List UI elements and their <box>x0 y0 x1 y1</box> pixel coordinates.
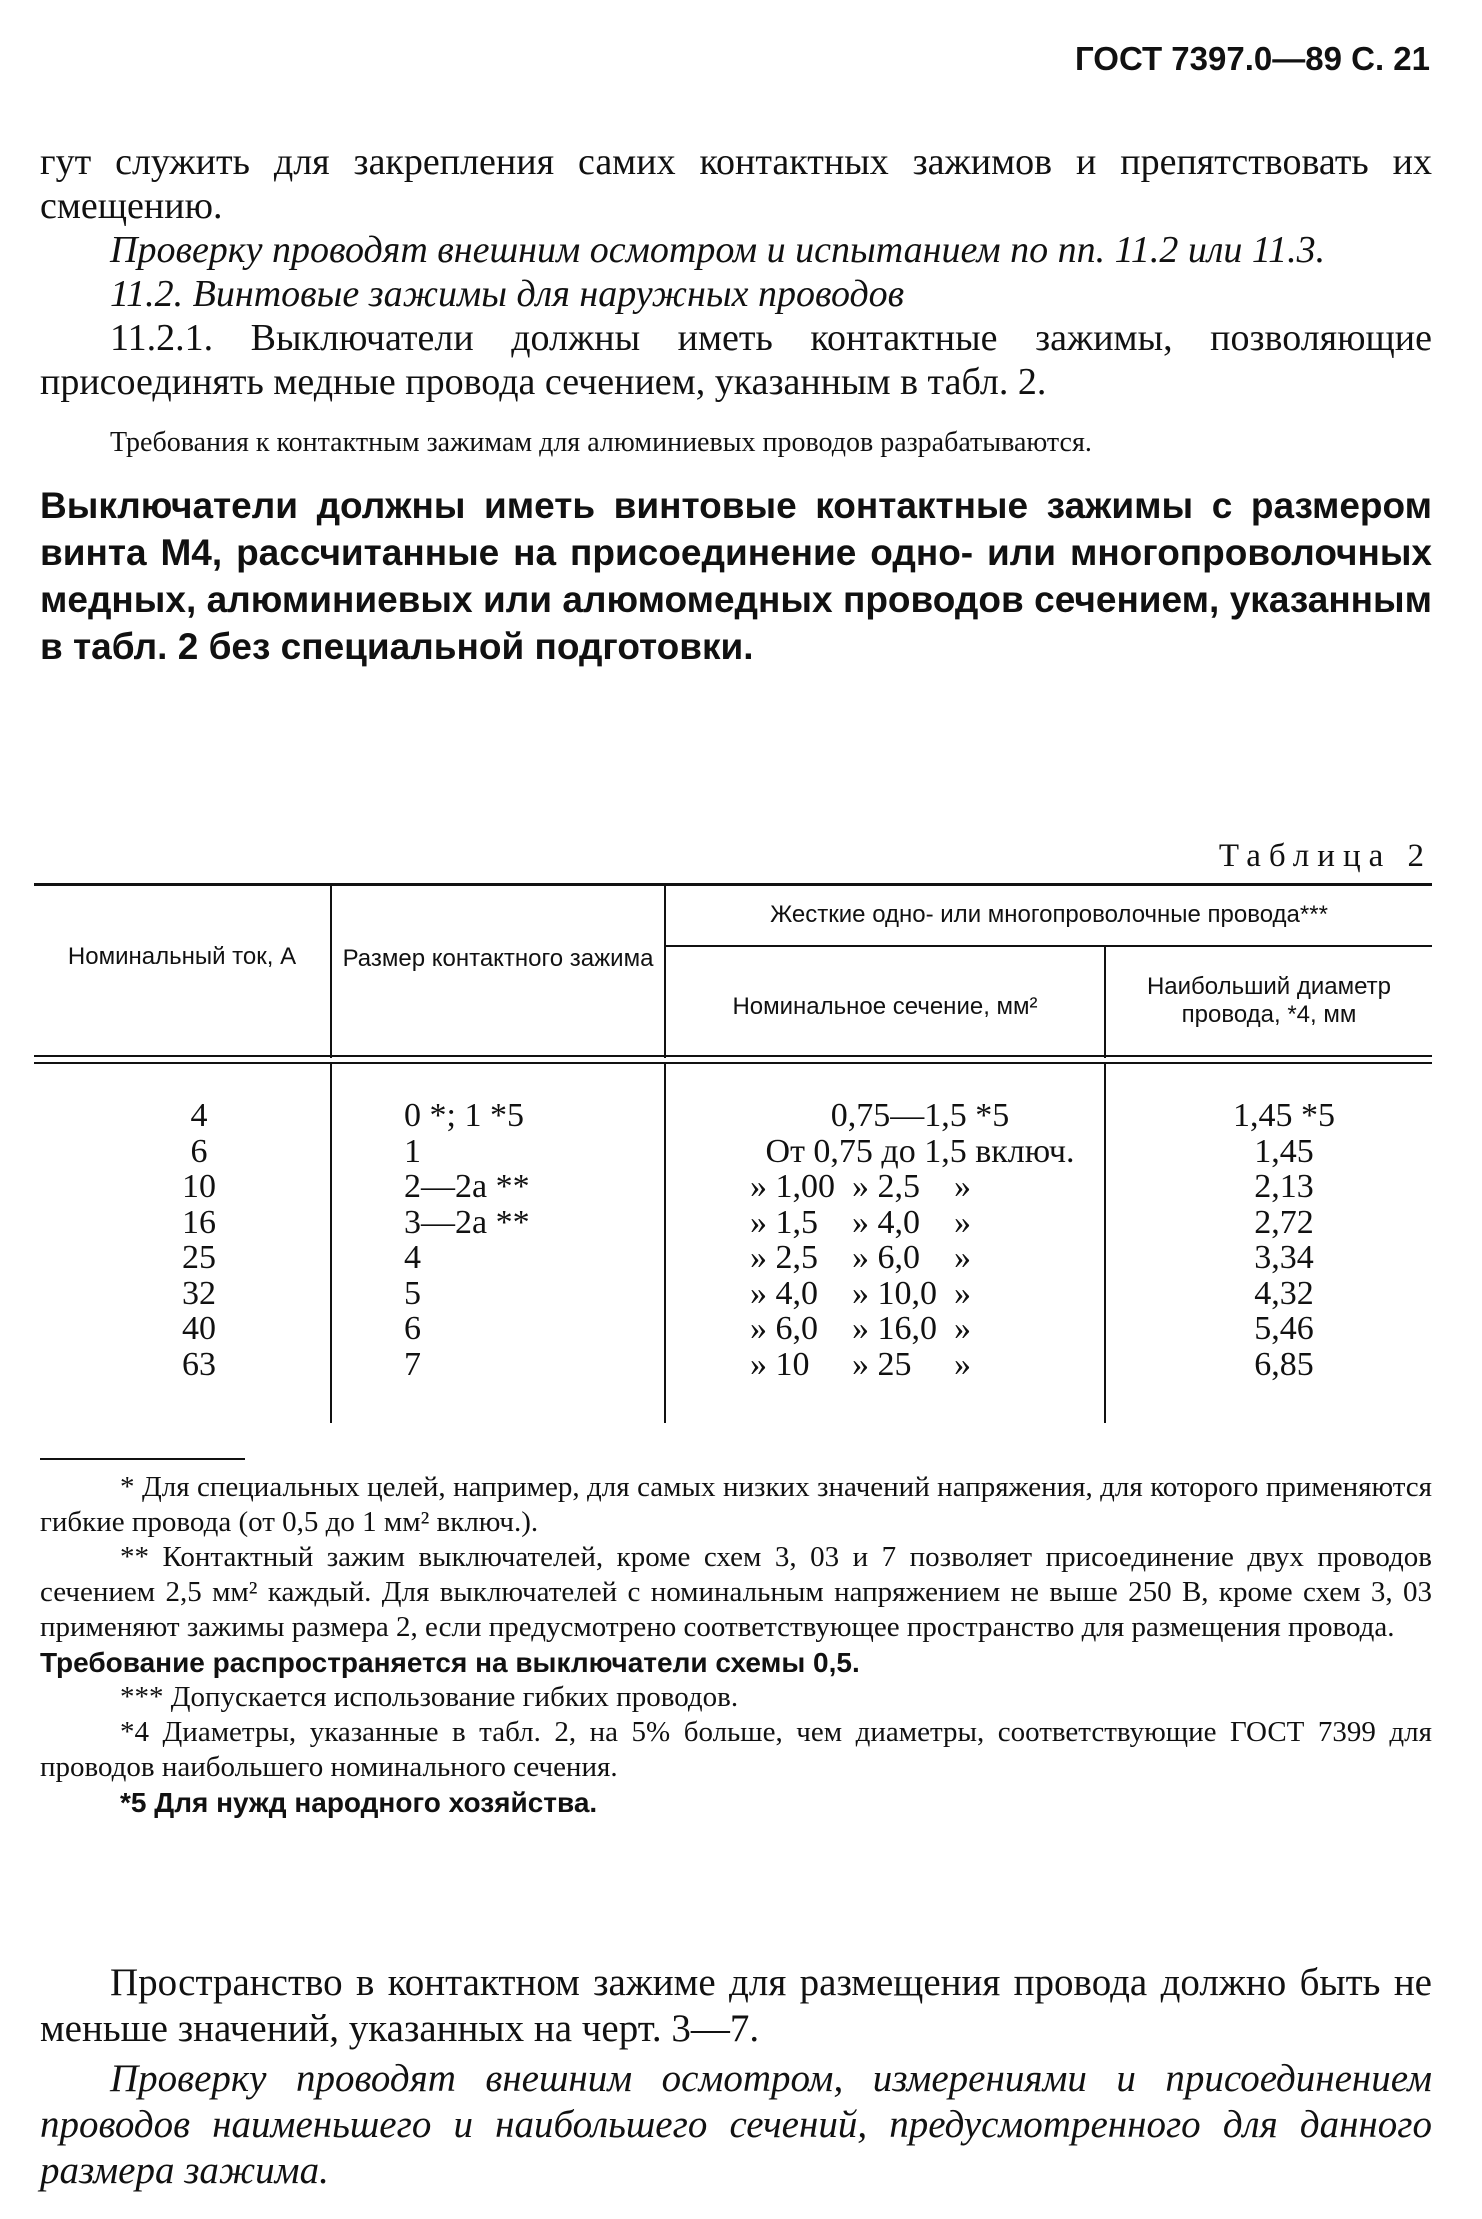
cell-section: » 10 » 25 » <box>750 1345 971 1383</box>
page-header: ГОСТ 7397.0—89 С. 21 <box>1075 40 1430 77</box>
cell-current: 40 <box>182 1310 216 1347</box>
table-2 <box>34 883 1432 1423</box>
header-rule-1 <box>34 1055 1432 1057</box>
paragraph-continuation: гут служить для закрепления самих контактных зажимов и препятствовать их смещению. <box>40 141 1432 227</box>
header-nominal-section: Номинальное сечение, мм² <box>732 993 1038 1020</box>
cell-section: » 1,00 » 2,5 » <box>750 1168 971 1205</box>
cell-diameter: 3,34 <box>1254 1239 1314 1276</box>
header-rigid-wires: Жесткие одно- или многопроволочные провода*** <box>770 901 1328 928</box>
header-nominal-current: Номинальный ток, А <box>67 943 297 970</box>
paragraph-check-1: Проверку проводят внешним осмотром и испытанием по пп. 11.2 или 11.3. <box>110 229 1326 271</box>
column-clamp <box>404 1098 704 1382</box>
footnote-bold-note: Требование распространяется на выключатели схемы 0,5. <box>40 1647 860 1678</box>
cell-section: » 2,5 » 6,0 » <box>750 1239 971 1276</box>
cell-diameter: 4,32 <box>1254 1274 1314 1312</box>
cell-clamp: 5 <box>404 1274 421 1312</box>
footnote-2: ** Контактный зажим выключателей, кроме схем 3, 03 и 7 позволяет присоединение двух проводов сечением 2,5 мм² каждый. Для выключателей с номинальным напряжением не выше 250 В, кроме схем 3, 03 применяют зажимы размера 2, если предусмотрено соответствующее пространство для размещения провода. <box>40 1541 1432 1643</box>
cell-clamp: 7 <box>404 1345 421 1383</box>
cell-current: 4 <box>190 1097 208 1134</box>
cell-clamp: 2—2а ** <box>404 1168 530 1205</box>
column-current <box>34 1098 364 1382</box>
cell-diameter: 1,45 *5 <box>1233 1097 1335 1134</box>
cell-diameter: 5,46 <box>1254 1310 1314 1347</box>
cell-diameter: 1,45 <box>1254 1132 1314 1170</box>
cell-clamp: 3—2а ** <box>404 1203 530 1241</box>
footnote-3: *** Допускается использование гибких проводов. <box>120 1681 739 1713</box>
header-clamp-size: Размер контактного зажима <box>342 945 654 972</box>
cell-diameter: 2,13 <box>1254 1168 1314 1205</box>
cell-current: 25 <box>182 1239 216 1276</box>
footnote-5: *5 Для нужд народного хозяйства. <box>120 1787 598 1818</box>
cell-section: » 4,0 » 10,0 » <box>750 1274 971 1312</box>
group-header-rule <box>666 945 1432 947</box>
cell-clamp: 1 <box>404 1132 421 1170</box>
cell-current: 16 <box>182 1203 216 1241</box>
footnote-1: * Для специальных целей, например, для самых низких значений напряжения, для которого применяются гибкие провода (от 0,5 до 1 мм² включ.). <box>40 1471 1432 1538</box>
cell-current: 10 <box>182 1168 216 1205</box>
cell-diameter: 2,72 <box>1254 1203 1314 1241</box>
footnote-4: *4 Диаметры, указанные в табл. 2, на 5% больше, чем диаметры, соответствующие ГОСТ 7399 для проводов наибольшего номинального сечения. <box>40 1716 1432 1783</box>
footnote-rule <box>40 1458 245 1460</box>
bold-amendment: Выключатели должны иметь винтовые контактные зажимы с размером винта М4, рассчитанные на присоединение одно- или многопроволочных медных, алюминиевых или алюмомедных проводов сечением, указанным в табл. 2 без специальной подготовки. <box>40 485 1432 667</box>
cell-current: 6 <box>190 1132 208 1170</box>
header-rule-2 <box>34 1062 1432 1064</box>
cell-clamp: 0 *; 1 *5 <box>404 1097 524 1134</box>
cell-clamp: 4 <box>404 1239 421 1276</box>
cell-section: » 6,0 » 16,0 » <box>750 1310 971 1347</box>
cell-current: 63 <box>182 1345 216 1383</box>
body-text-bottom <box>40 1960 1432 2194</box>
cell-clamp: 6 <box>404 1310 421 1347</box>
closing-paragraph-2: Проверку проводят внешним осмотром, измерениями и присоединением проводов наименьшего и наибольшего сечений, предусмотренного для данного размера зажима. <box>40 2057 1432 2192</box>
closing-paragraph-1: Пространство в контактном зажиме для размещения провода должно быть не меньше значений, указанных на черт. 3—7. <box>40 1961 1432 2050</box>
table-title: Таблица 2 <box>1218 838 1432 874</box>
header-max-diameter: Наибольший диаметр провода, *4, мм <box>1146 973 1392 1028</box>
aluminium-note: Требования к контактным зажимам для алюминиевых проводов разрабатываются. <box>110 427 1092 458</box>
column-diameter <box>1139 1098 1429 1382</box>
cell-current: 32 <box>182 1274 216 1312</box>
cell-section: » 1,5 » 4,0 » <box>750 1203 971 1241</box>
table-top-rule <box>34 883 1432 886</box>
cell-section: 0,75—1,5 *5 <box>830 1097 1010 1134</box>
section-heading-11-2: 11.2. Винтовые зажимы для наружных проводов <box>110 273 905 315</box>
footnotes <box>40 1470 1432 1820</box>
clause-11-2-1: 11.2.1. Выключатели должны иметь контактные зажимы, позволяющие присоединять медные провода сечением, указанным в табл. 2. <box>40 317 1432 403</box>
column-section <box>710 1098 1130 1382</box>
body-text-top <box>40 140 1432 670</box>
cell-diameter: 6,85 <box>1254 1345 1314 1383</box>
cell-section: От 0,75 до 1,5 включ. <box>765 1132 1075 1170</box>
